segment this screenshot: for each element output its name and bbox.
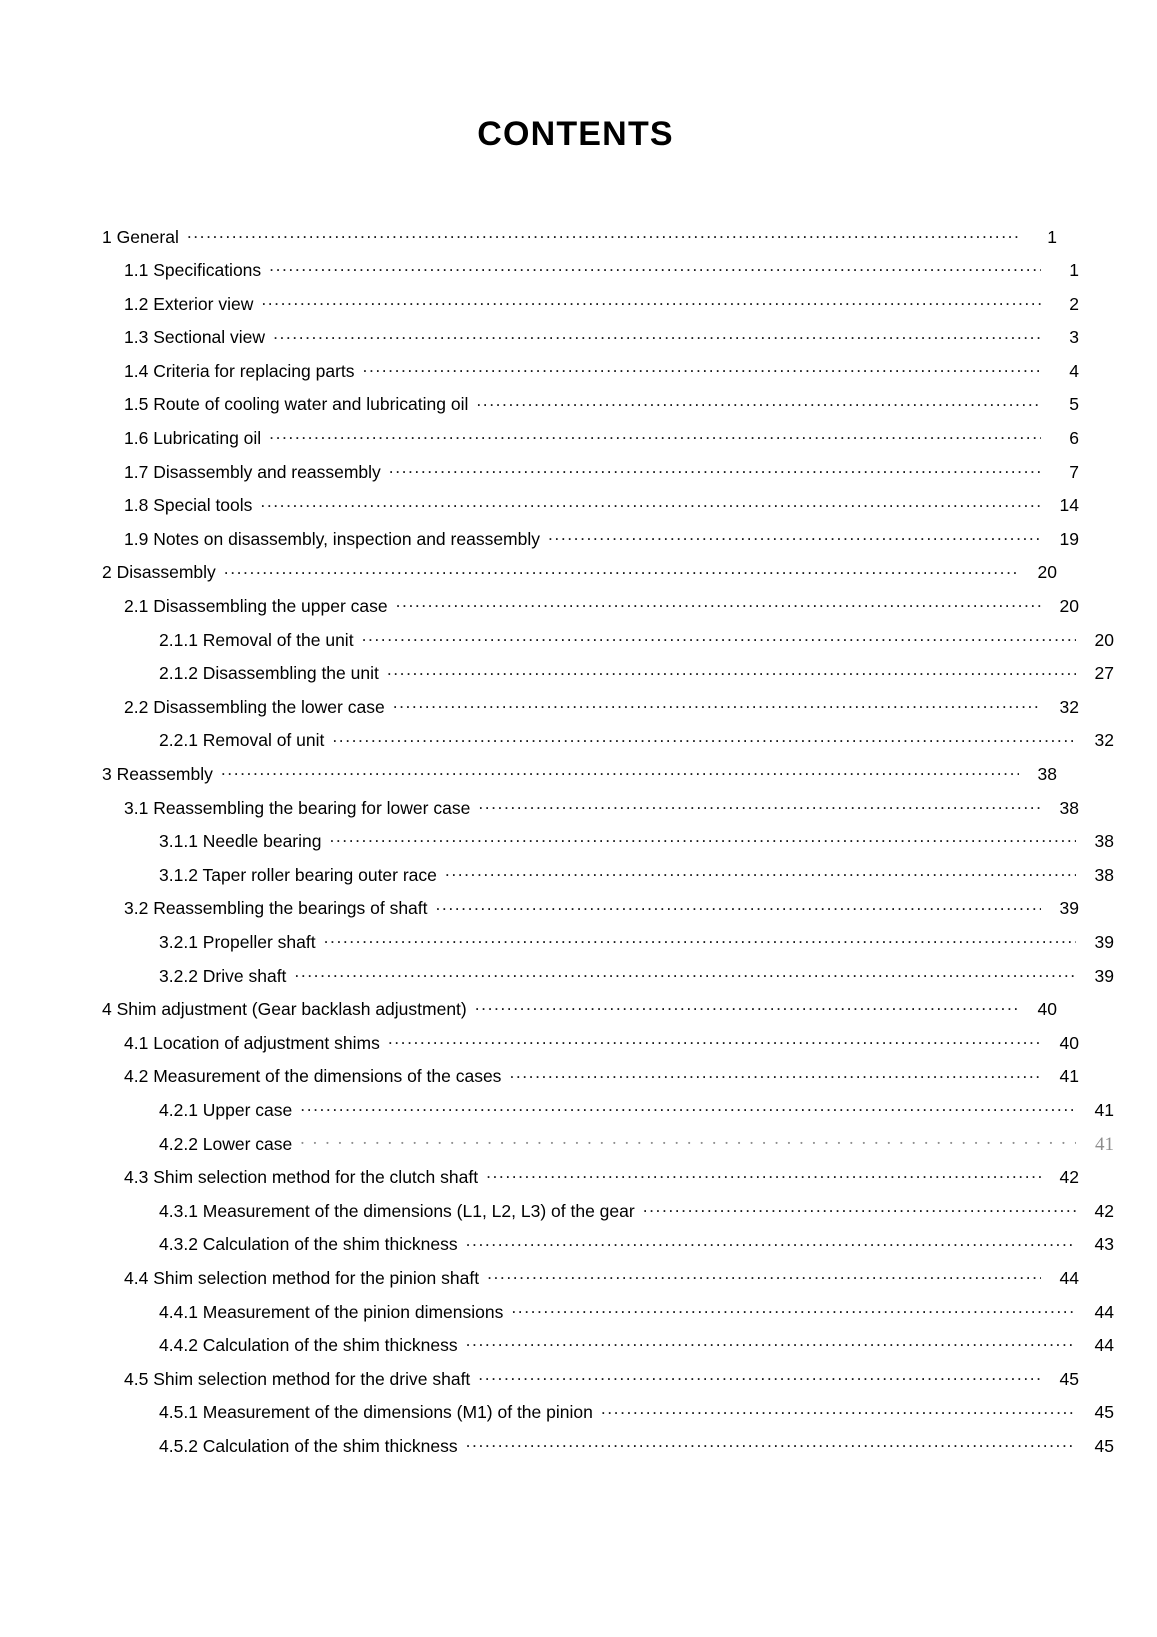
toc-page-number: 43	[1094, 1234, 1114, 1255]
toc-page-number: 1	[1047, 226, 1057, 247]
toc-entry[interactable]	[102, 259, 1079, 293]
toc-page-number: 1	[1069, 260, 1079, 281]
toc-dot-leader	[261, 292, 1041, 310]
toc-dot-leader	[475, 998, 1019, 1016]
toc-dot-leader	[445, 863, 1076, 881]
toc-entry-label: 1.2 Exterior view	[124, 293, 254, 314]
toc-page-number: 38	[1059, 797, 1079, 818]
toc-entry-label: 1.1 Specifications	[124, 260, 262, 281]
toc-entry-label: 3.1.1 Needle bearing	[159, 831, 322, 852]
toc-page-number: 7	[1069, 461, 1079, 482]
toc-dot-leader	[221, 763, 1019, 781]
toc-dot-leader	[466, 1233, 1076, 1251]
page-title: CONTENTS	[477, 115, 674, 153]
toc-dot-leader	[436, 897, 1041, 915]
toc-dot-leader	[389, 460, 1041, 478]
toc-entry[interactable]	[102, 1434, 1114, 1468]
toc-entry-label: 4.3 Shim selection method for the clutch shaft	[124, 1167, 479, 1188]
toc-page-number: 41	[1059, 1066, 1079, 1087]
toc-dot-leader	[393, 695, 1041, 713]
toc-page-number: 2	[1069, 293, 1079, 314]
toc-entry[interactable]	[102, 460, 1079, 494]
toc-entry-label: 1 General	[102, 226, 179, 247]
toc-page-number: 39	[1059, 898, 1079, 919]
toc-dot-leader	[224, 561, 1019, 579]
toc-page-number: 38	[1037, 764, 1057, 784]
toc-entry[interactable]	[102, 964, 1114, 998]
toc-entry[interactable]	[102, 1166, 1079, 1200]
toc-entry[interactable]	[102, 1300, 1114, 1334]
toc-page-number: 45	[1094, 1435, 1114, 1456]
toc-entry[interactable]	[102, 1031, 1079, 1065]
toc-page-number: 14	[1059, 495, 1079, 516]
toc-entry-label: 1.5 Route of cooling water and lubricating oil	[124, 394, 469, 415]
toc-page-number: 39	[1094, 931, 1114, 952]
toc-entry-label: 4.5 Shim selection method for the drive shaft	[124, 1368, 471, 1389]
toc-dot-leader	[300, 1132, 1076, 1150]
toc-entry-label: 1.7 Disassembly and reassembly	[124, 461, 381, 482]
toc-entry[interactable]	[102, 494, 1079, 528]
toc-entry-label: 2.2.1 Removal of unit	[159, 730, 325, 751]
toc-page-number: 41	[1094, 1099, 1114, 1120]
toc-dot-leader	[324, 930, 1076, 948]
toc-page-number: 38	[1094, 864, 1114, 885]
toc-dot-leader	[187, 225, 1019, 243]
toc-entry[interactable]	[102, 897, 1079, 931]
toc-entry[interactable]	[102, 628, 1114, 662]
toc-entry-label: 4 Shim adjustment (Gear backlash adjustment)	[102, 999, 467, 1020]
toc-entry-label: 4.5.1 Measurement of the dimensions (M1) of the pinion	[159, 1402, 593, 1423]
toc-dot-leader	[478, 796, 1041, 814]
toc-entry[interactable]	[102, 1334, 1114, 1368]
toc-page-number: 44	[1094, 1301, 1114, 1322]
toc-entry-label: 4.2.1 Upper case	[159, 1099, 293, 1120]
toc-page-number: 20	[1037, 562, 1057, 583]
toc-page-number: 45	[1094, 1402, 1114, 1423]
toc-entry[interactable]	[102, 662, 1114, 696]
toc-entry-label: 2.1 Disassembling the upper case	[124, 596, 388, 617]
toc-dot-leader	[511, 1300, 1076, 1318]
toc-entry[interactable]	[102, 830, 1114, 864]
toc-page-number: 3	[1069, 327, 1079, 348]
toc-entry[interactable]	[102, 326, 1079, 360]
toc-entry-label: 2 Disassembly	[102, 562, 216, 583]
toc-dot-leader	[269, 259, 1041, 277]
toc-page-number: 32	[1059, 696, 1079, 717]
toc-entry-label: 2.1.2 Disassembling the unit	[159, 663, 379, 684]
toc-entry[interactable]	[102, 1065, 1079, 1099]
toc-entry-label: 2.1.1 Removal of the unit	[159, 629, 354, 650]
toc-entry[interactable]	[102, 1401, 1114, 1435]
toc-dot-leader	[643, 1199, 1076, 1217]
toc-page-number: 44	[1094, 1335, 1114, 1356]
toc-dot-leader	[487, 1266, 1041, 1284]
toc-dot-leader	[363, 359, 1041, 377]
toc-entry[interactable]	[102, 292, 1079, 326]
toc-entry[interactable]	[102, 1266, 1079, 1300]
toc-entry[interactable]	[102, 1132, 1114, 1166]
toc-entry-label: 4.4.2 Calculation of the shim thickness	[159, 1335, 458, 1356]
toc-entry-label: 3.1 Reassembling the bearing for lower case	[124, 797, 471, 818]
toc-entry[interactable]	[102, 1233, 1114, 1267]
toc-entry-label: 4.2 Measurement of the dimensions of the cases	[124, 1066, 502, 1087]
toc-dot-leader	[362, 628, 1076, 646]
toc-dot-leader	[478, 1367, 1041, 1385]
toc-page-number: 38	[1094, 831, 1114, 852]
toc-entry[interactable]	[102, 561, 1057, 595]
toc-entry[interactable]	[102, 527, 1079, 561]
toc-dot-leader	[329, 830, 1076, 848]
toc-entry-label: 1.8 Special tools	[124, 495, 253, 516]
toc-page-number: 39	[1094, 965, 1114, 986]
toc-dot-leader	[466, 1434, 1076, 1452]
toc-entry-label: 4.2.2 Lower case	[159, 1133, 293, 1154]
toc-entry[interactable]	[102, 729, 1114, 763]
toc-entry-label: 1.6 Lubricating oil	[124, 428, 262, 449]
toc-page-number: 40	[1037, 999, 1057, 1020]
toc-entry[interactable]	[102, 763, 1057, 797]
toc-page-number: 6	[1069, 428, 1079, 449]
toc-page-number: 40	[1059, 1032, 1079, 1053]
toc-entry-label: 1.4 Criteria for replacing parts	[124, 360, 355, 381]
toc-dot-leader	[260, 494, 1041, 512]
toc-entry-label: 2.2 Disassembling the lower case	[124, 696, 385, 717]
toc-dot-leader	[294, 964, 1076, 982]
table-of-contents	[102, 225, 1114, 1468]
toc-entry[interactable]	[102, 225, 1057, 259]
toc-entry-label: 4.5.2 Calculation of the shim thickness	[159, 1435, 458, 1456]
toc-dot-leader	[269, 427, 1041, 445]
toc-dot-leader	[486, 1166, 1041, 1184]
toc-page-number: 44	[1059, 1267, 1079, 1288]
toc-dot-leader	[300, 1098, 1076, 1116]
toc-dot-leader	[548, 527, 1041, 545]
toc-page-number: 42	[1059, 1167, 1079, 1188]
toc-entry[interactable]	[102, 695, 1079, 729]
toc-page-number: 42	[1094, 1200, 1114, 1221]
toc-entry[interactable]	[102, 1367, 1079, 1401]
toc-dot-leader	[332, 729, 1076, 747]
toc-dot-leader	[509, 1065, 1041, 1083]
toc-entry-label: 4.4.1 Measurement of the pinion dimensions	[159, 1301, 504, 1322]
toc-entry[interactable]	[102, 427, 1079, 461]
toc-entry[interactable]	[102, 1098, 1114, 1132]
toc-entry[interactable]	[102, 998, 1057, 1032]
toc-page-number: 27	[1094, 663, 1114, 684]
toc-entry-label: 4.3.1 Measurement of the dimensions (L1, L2, L3) of the gear	[159, 1200, 635, 1221]
toc-entry[interactable]	[102, 796, 1079, 830]
toc-page-number: 20	[1094, 629, 1114, 650]
toc-entry[interactable]	[102, 930, 1114, 964]
toc-entry[interactable]	[102, 359, 1079, 393]
toc-page-number: 41	[1095, 1133, 1114, 1155]
toc-entry-label: 1.9 Notes on disassembly, inspection and reassembly	[124, 528, 541, 549]
toc-entry[interactable]	[102, 863, 1114, 897]
toc-dot-leader	[476, 393, 1041, 411]
toc-dot-leader	[273, 326, 1041, 344]
toc-entry-label: 3 Reassembly	[102, 764, 213, 784]
toc-entry[interactable]	[102, 1199, 1114, 1233]
toc-entry-label: 3.2.2 Drive shaft	[159, 965, 287, 986]
toc-dot-leader	[601, 1401, 1076, 1419]
toc-entry[interactable]	[102, 393, 1079, 427]
toc-entry-label: 3.1.2 Taper roller bearing outer race	[159, 864, 437, 885]
toc-entry-label: 3.2 Reassembling the bearings of shaft	[124, 898, 428, 919]
toc-dot-leader	[466, 1334, 1076, 1352]
toc-dot-leader	[388, 1031, 1041, 1049]
toc-entry[interactable]	[102, 595, 1079, 629]
toc-entry-label: 4.4 Shim selection method for the pinion shaft	[124, 1267, 480, 1288]
toc-page-number: 4	[1069, 360, 1079, 381]
toc-page-number: 32	[1094, 730, 1114, 751]
toc-page-number: 45	[1059, 1368, 1079, 1389]
toc-page-number: 5	[1069, 394, 1079, 415]
toc-entry-label: 4.1 Location of adjustment shims	[124, 1032, 380, 1053]
toc-entry-label: 1.3 Sectional view	[124, 327, 266, 348]
toc-entry-label: 4.3.2 Calculation of the shim thickness	[159, 1234, 458, 1255]
toc-dot-leader	[387, 662, 1076, 680]
toc-page-number: 20	[1059, 596, 1079, 617]
toc-page-number: 19	[1059, 528, 1079, 549]
toc-dot-leader	[396, 595, 1041, 613]
toc-entry-label: 3.2.1 Propeller shaft	[159, 931, 316, 952]
